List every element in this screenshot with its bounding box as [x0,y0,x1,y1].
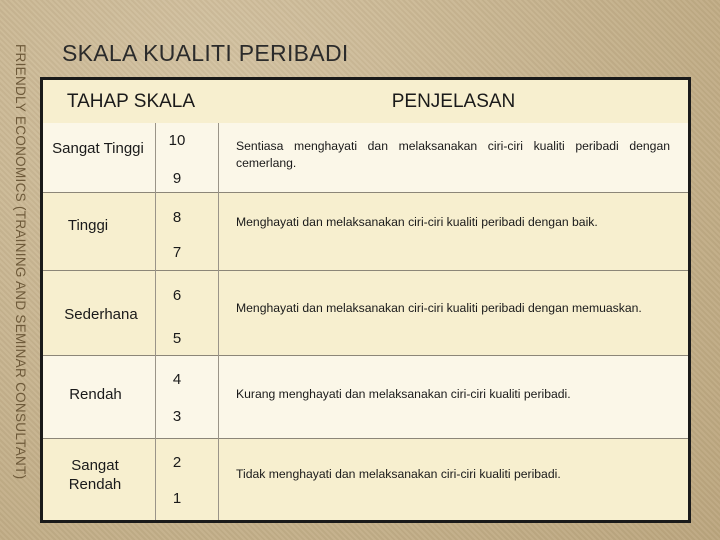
level-label: Tinggi [67,217,109,234]
scale-value: 2 [172,454,182,471]
scale-value: 8 [172,209,182,226]
scale-value: 9 [172,170,182,187]
description: Tidak menghayati dan melaksanakan ciri-ciri kualiti peribadi. [236,467,561,481]
row-divider [43,192,688,193]
scale-value: 3 [172,408,182,425]
side-watermark-text: FRIENDLY ECONOMICS (TRAINING AND SEMINAR CONSULTANT) [13,44,28,480]
level-label: Sangat Rendah [68,457,122,493]
description: Menghayati dan melaksanakan ciri-ciri kualiti peribadi dengan baik. [236,215,598,229]
scale-value: 5 [172,330,182,347]
page-title: SKALA KUALITI PERIBADI [62,40,349,66]
scale-table [40,77,691,523]
level-label: Sangat Tinggi [52,140,144,157]
level-label: Rendah [69,386,122,403]
column-divider [155,123,156,520]
header-tahap-skala: TAHAP SKALA [66,90,196,112]
description: Kurang menghayati dan melaksanakan ciri-ciri kualiti peribadi. [236,387,571,401]
scale-value: 1 [172,490,182,507]
level-label: Sederhana [64,306,138,323]
description: Menghayati dan melaksanakan ciri-ciri kualiti peribadi dengan memuaskan. [236,301,642,315]
scale-value: 6 [172,287,182,304]
scale-value: 10 [168,132,186,149]
row-divider [43,438,688,439]
row-divider [43,270,688,271]
description: Sentiasa menghayati dan melaksanakan ciri-ciri kualiti peribadi dengan cemerlang. [236,139,670,170]
row-divider [43,355,688,356]
scale-value: 4 [172,371,182,388]
scale-value: 7 [172,244,182,261]
header-penjelasan: PENJELASAN [391,90,516,112]
column-divider [218,123,219,520]
